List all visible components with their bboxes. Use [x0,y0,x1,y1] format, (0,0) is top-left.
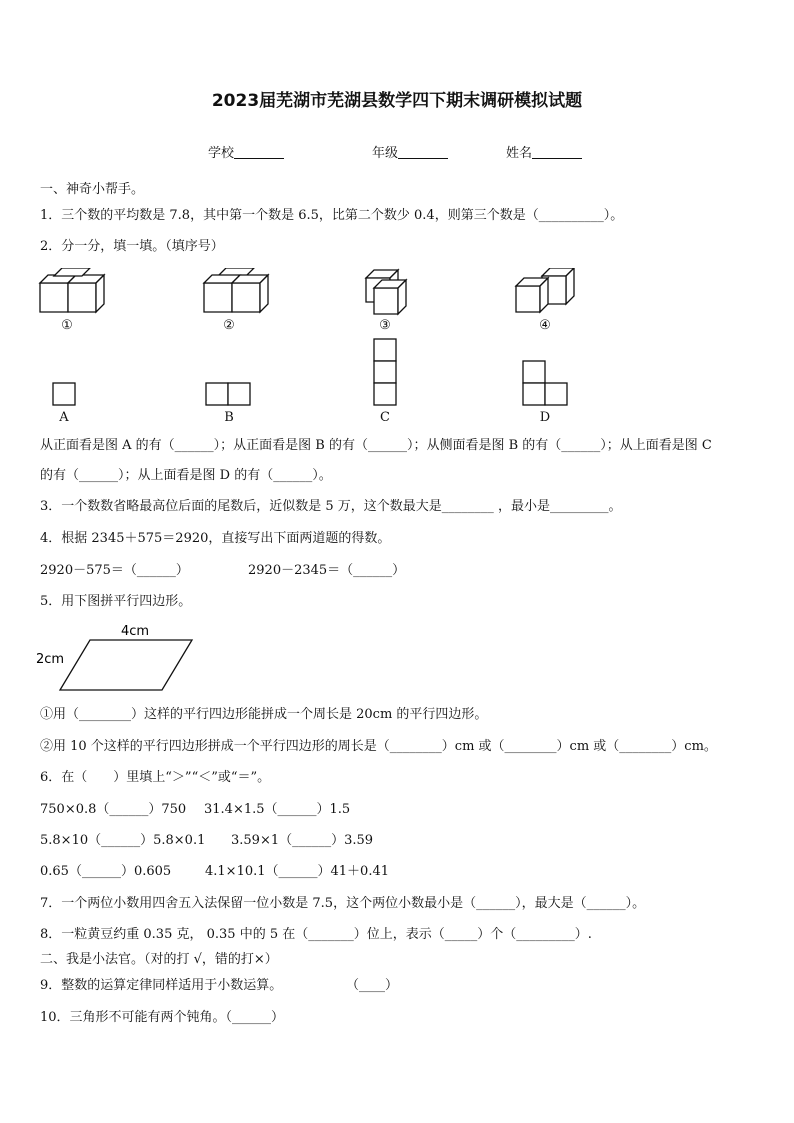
question-10: 10．三角形不可能有两个钝角。（______） [40,1010,285,1025]
section-heading-1: 一、神奇小帮手。 [40,182,145,197]
question-4: 4．根据 2345＋575＝2920，直接写出下面两道题的得数。 [40,531,391,546]
question-1: 1．三个数的平均数是 7.8，其中第一个数是 6.5，比第二个数少 0.4，则第三个数是（__________）。 [40,208,624,223]
question-2-line-1: 从正面看是图 A 的有（______）；从正面看是图 B 的有（______）；从侧面看是图 B 的有（______）；从上面看是图 C [40,438,712,453]
question-6-row-2-b: 3.59×1（______）3.59 [231,833,374,848]
view-label-b: B [224,410,234,425]
solid-figure-3 [358,266,418,320]
question-5-2: ②用 10 个这样的平行四边形拼成一个平行四边形的周长是（________）cm 或（________）cm 或（________）cm。 [40,739,717,754]
question-6: 6．在（ ）里填上“＞”“＜”或“＝”。 [40,770,271,785]
solid-figure-2 [194,268,284,318]
question-6-row-3-b: 4.1×10.1（______）41＋0.41 [205,864,389,879]
solid-label-3: ③ [379,318,391,333]
question-6-row-3-a: 0.65（______）0.605 [40,864,172,879]
view-figure-b [205,382,253,408]
parallelogram-side-label: 2cm [36,652,65,667]
solid-label-4: ④ [539,318,551,333]
question-6-row-1-a: 750×0.8（______）750 [40,802,187,817]
question-4-a: 2920－575＝（______） [40,563,189,578]
question-4-b: 2920－2345＝（______） [248,563,406,578]
parallelogram-figure [34,620,204,696]
page-title: 2023届芜湖市芜湖县数学四下期末调研模拟试题 [211,91,583,111]
question-7: 7．一个两位小数用四舍五入法保留一位小数是 7.5，这个两位小数最小是（______），最大是（______）。 [40,896,646,911]
grade-label: 年级 [372,146,399,161]
question-2-line-2: 的有（______）；从上面看是图 D 的有（______）。 [40,468,332,483]
question-5: 5．用下图拼平行四边形。 [40,594,192,609]
solid-figure-4 [508,268,588,318]
question-2: 2．分一分，填一填。（填序号） [40,239,224,254]
view-figure-a [52,382,78,408]
question-6-row-1-b: 31.4×1.5（______）1.5 [204,802,351,817]
view-label-c: C [380,410,390,425]
view-figure-c [373,338,399,408]
solid-figure-1 [30,268,120,318]
question-9-answer-blank[interactable]: （____） [346,978,399,993]
view-label-a: A [59,410,69,425]
school-label: 学校 [208,146,235,161]
parallelogram-top-label: 4cm [121,624,150,639]
cube-group [40,268,104,312]
question-6-row-2-a: 5.8×10（______）5.8×0.1 [40,833,206,848]
solid-label-2: ② [223,318,235,333]
grade-blank[interactable] [398,145,448,159]
grade-field [372,142,448,161]
view-figure-d [522,360,570,408]
parallelogram-shape [60,640,192,690]
question-5-1: ①用（________）这样的平行四边形能拼成一个周长是 20cm 的平行四边形。 [40,707,488,722]
question-8: 8．一粒黄豆约重 0.35 克， 0.35 中的 5 在（_______）位上，表示（_____）个（_________）. [40,927,592,942]
section-heading-2: 二、我是小法官。（对的打 √，错的打×） [40,952,278,967]
question-3: 3．一个数数省略最高位后面的尾数后，近似数是 5 万，这个数最大是________ ，最小是_________。 [40,499,622,514]
question-9: 9．整数的运算定律同样适用于小数运算。 [40,978,283,993]
view-label-d: D [539,410,551,425]
name-field [506,142,582,161]
name-blank[interactable] [532,145,582,159]
school-blank[interactable] [234,145,284,159]
solid-label-1: ① [61,318,73,333]
school-field [208,142,284,161]
name-label: 姓名 [506,146,533,161]
